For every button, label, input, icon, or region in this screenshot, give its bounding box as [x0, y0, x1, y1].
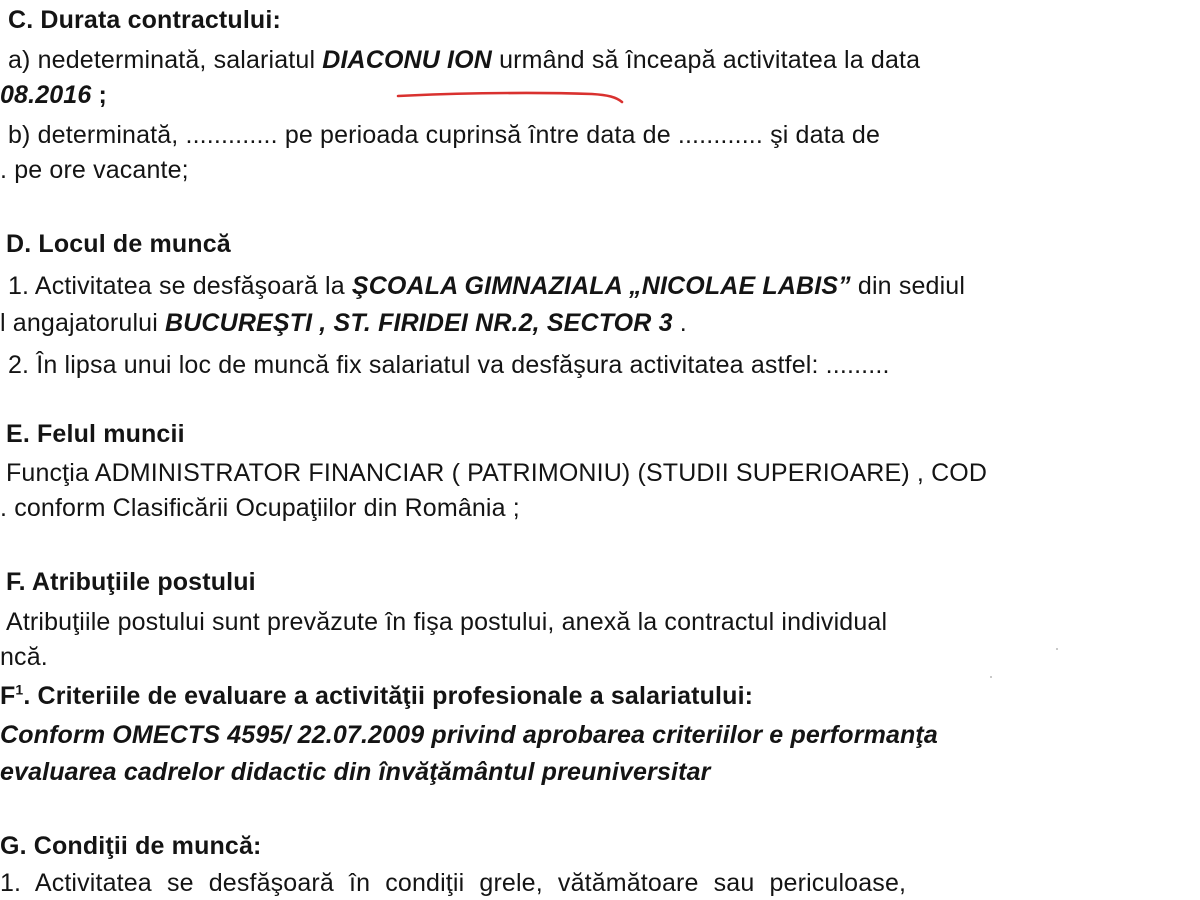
section-c-item-b: b) determinată, ............. pe perioada cuprinsă între data de ............ şi data de	[8, 121, 881, 149]
section-g-line-1: 1. Activitatea se desfăşoară în condiţii grele, vătămătoare sau periculoase,	[0, 869, 907, 897]
section-e-title: E. Felul muncii	[6, 420, 185, 448]
section-d-item-1-cont	[0, 307, 687, 339]
school-name: ŞCOALA GIMNAZIALA „NICOLAE LABIS”	[351, 272, 851, 300]
section-f1-superscript: 1	[15, 681, 24, 698]
section-f1-line-2: evaluarea cadrelor didactic din învăţământul preuniversitar	[0, 758, 711, 786]
section-d-item-1-prefix: 1. Activitatea se desfăşoară la	[8, 272, 352, 300]
red-underline-mark	[396, 88, 636, 112]
section-c-item-a-suffix: urmând să înceapă activitatea la data	[491, 46, 921, 74]
section-c-start-date	[0, 79, 107, 111]
scan-speck	[1056, 648, 1058, 650]
section-g-title: G. Condiţii de muncă:	[0, 832, 262, 860]
red-underline-stroke	[398, 93, 622, 102]
employer-address: BUCUREŞTI , ST. FIRIDEI NR.2, SECTOR 3	[165, 309, 673, 337]
section-d-item-1-suffix: din sediul	[850, 272, 966, 300]
employee-name: DIACONU ION	[322, 46, 492, 74]
start-date: 08.2016	[0, 81, 92, 109]
section-d-item-1-cont-suffix: .	[672, 309, 687, 337]
section-e-line-1: Funcţia ADMINISTRATOR FINANCIAR ( PATRIMONIU) (STUDII SUPERIOARE) , COD	[6, 459, 988, 487]
section-f1-line-1: Conform OMECTS 4595/ 22.07.2009 privind aprobarea criteriilor e performanţa	[0, 721, 938, 749]
section-f1-title-prefix: F	[0, 682, 16, 710]
section-f-line-1: Atribuţiile postului sunt prevăzute în fişa postului, anexă la contractul individual	[6, 608, 888, 636]
section-c-item-a	[8, 44, 920, 76]
section-e-line-2: . conform Clasificării Ocupaţiilor din România ;	[0, 494, 520, 522]
start-date-end: ;	[91, 81, 107, 109]
section-f1-title-rest: . Criteriile de evaluare a activităţii profesionale a salariatului:	[23, 682, 754, 710]
section-d-item-1-cont-prefix: l angajatorului	[0, 309, 166, 337]
section-d-title: D. Locul de muncă	[6, 230, 231, 258]
scan-speck	[990, 676, 992, 678]
section-c-item-b-cont: . pe ore vacante;	[0, 156, 189, 184]
section-f-line-2: ncă.	[0, 643, 48, 671]
section-d-item-2: 2. În lipsa unui loc de muncă fix salariatul va desfăşura activitatea astfel: .........	[8, 351, 890, 379]
section-f-title: F. Atribuţiile postului	[6, 568, 256, 596]
section-c-item-a-prefix: a) nedeterminată, salariatul	[8, 46, 323, 74]
section-c-title: C. Durata contractului:	[8, 6, 281, 34]
section-f1-title	[0, 680, 753, 712]
section-d-item-1	[8, 270, 965, 302]
